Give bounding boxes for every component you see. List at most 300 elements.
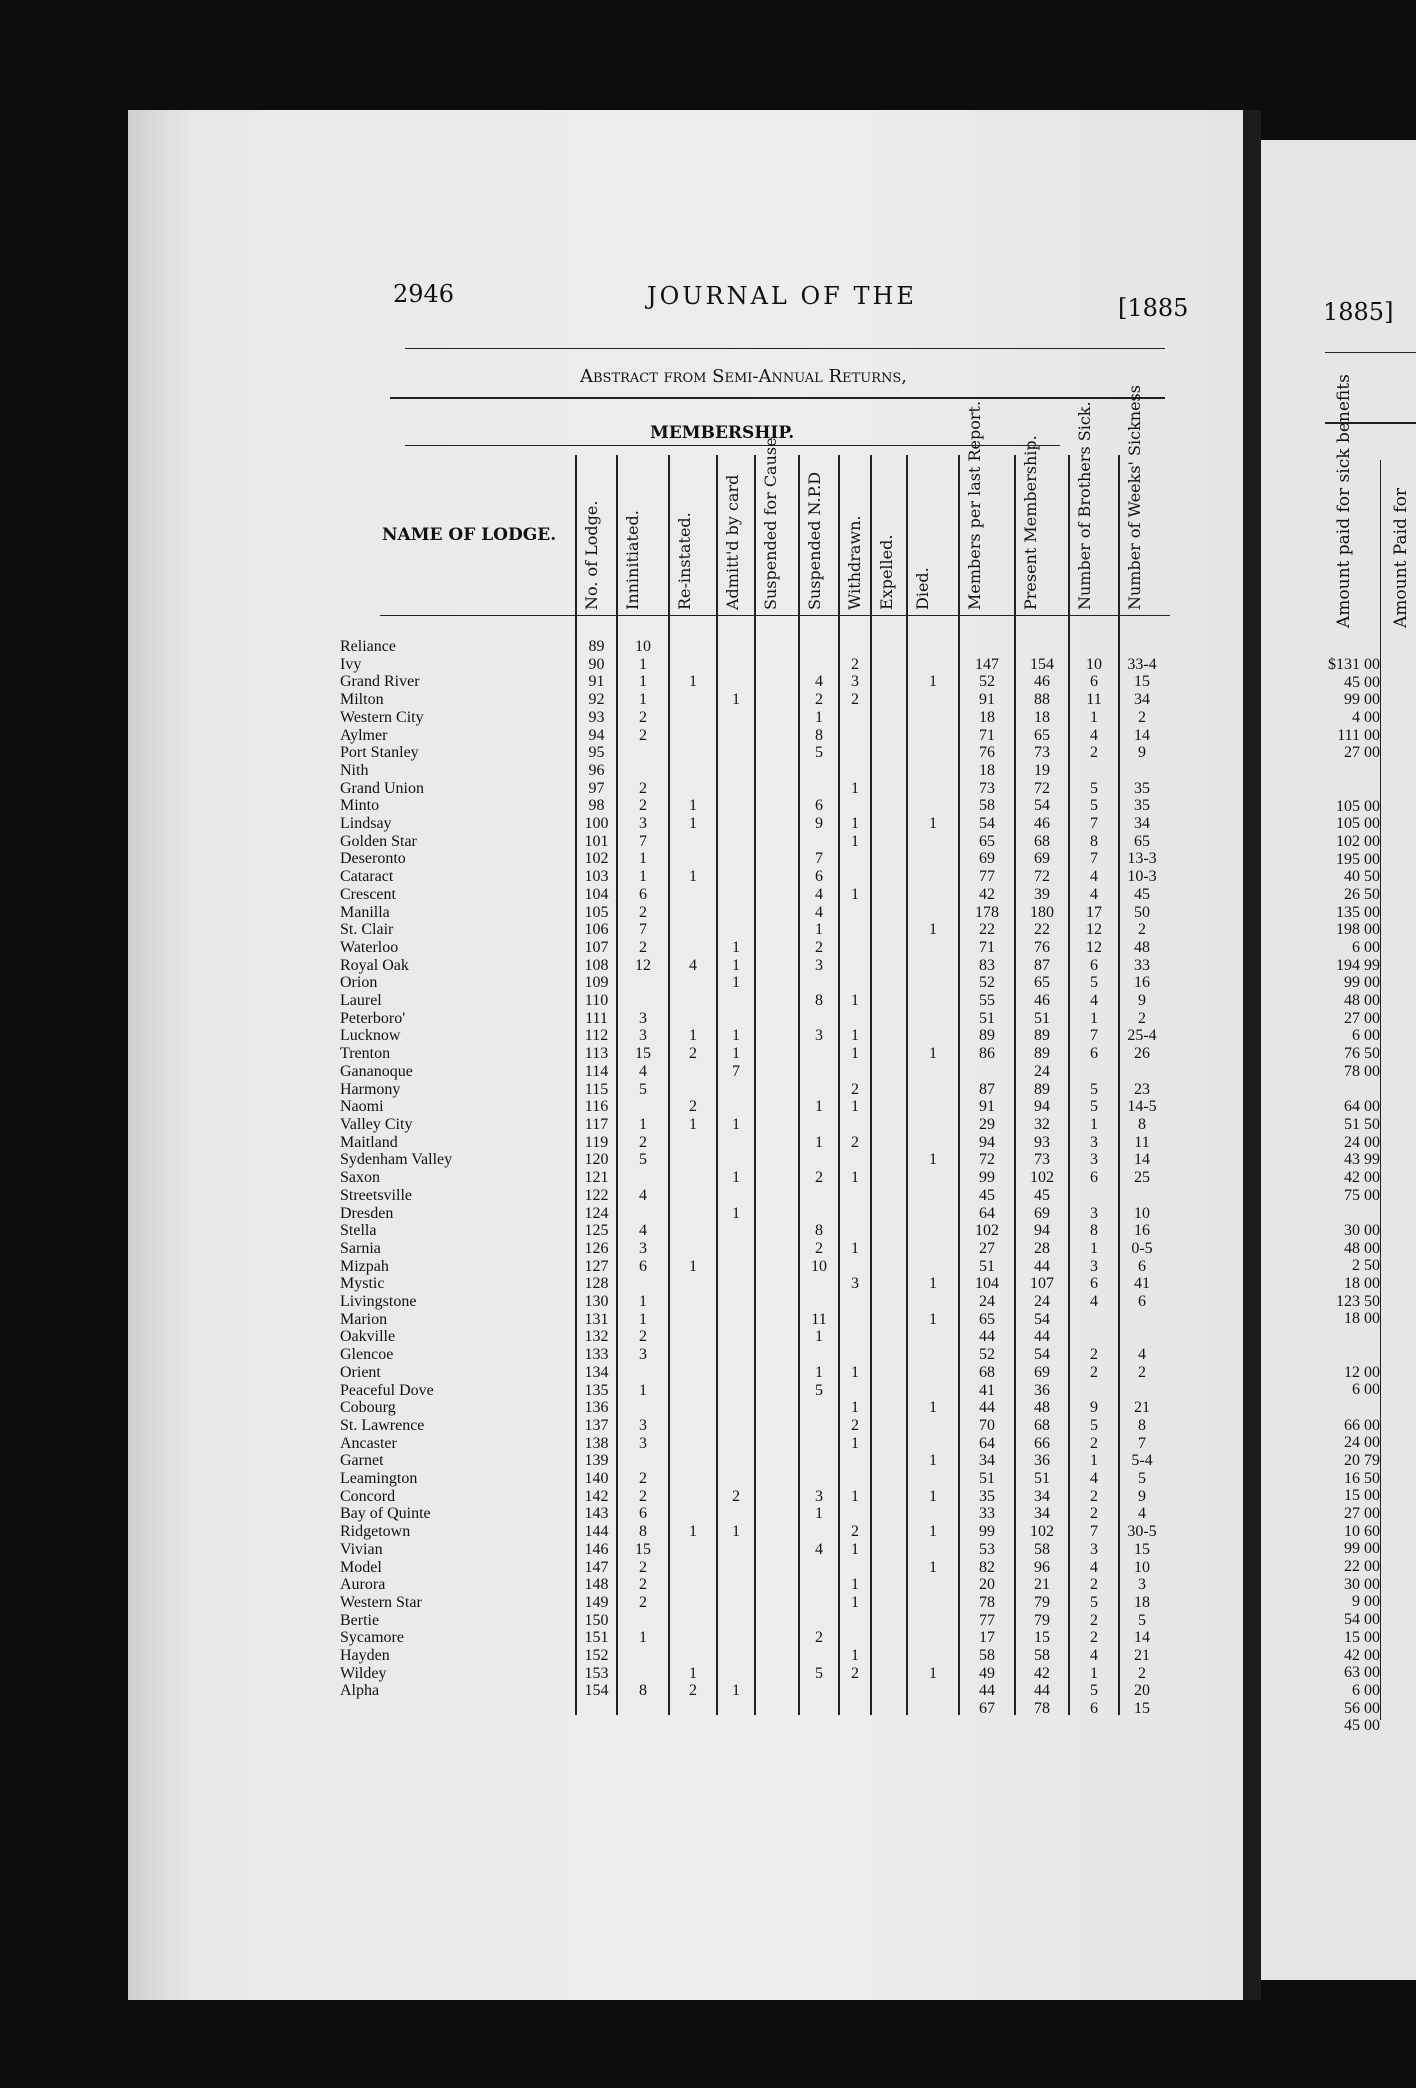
cell-died (907, 691, 959, 709)
table-row (340, 1081, 1165, 1099)
cell-inninitiated (617, 1275, 669, 1293)
facing-amount: 24 00 (1344, 1434, 1380, 1452)
cell-died (907, 1205, 959, 1223)
cell-admitt-d-by-card: 1 (732, 974, 740, 992)
cell-members-per-last-report: 54 (979, 815, 995, 833)
cell-no-of-lodge: 132 (584, 1328, 609, 1346)
cell-no-of-lodge: 111 (585, 1009, 608, 1027)
cell-admitt-d-by-card: 1 (732, 1204, 740, 1222)
cell-expelled (871, 1682, 907, 1700)
cell-admitt-d-by-card (717, 1399, 755, 1417)
cell-admitt-d-by-card (717, 833, 755, 851)
cell-present-membership: 65 (1034, 974, 1050, 992)
cell-suspended-n-p-d: 1 (815, 708, 823, 726)
cell-members-per-last-report: 70 (979, 1416, 995, 1434)
cell-expelled (871, 1205, 907, 1223)
facing-amount: 22 00 (1344, 1558, 1380, 1576)
table-row (340, 815, 1165, 833)
cell-number-of-weeks-sickness: 2 (1138, 708, 1146, 726)
column-header-8: Expelled. (877, 534, 896, 610)
cell-re-instated (669, 1452, 717, 1470)
cell-died (907, 1364, 959, 1382)
cell-present-membership: 88 (1034, 691, 1050, 709)
cell-admitt-d-by-card (717, 709, 755, 727)
cell-members-per-last-report: 89 (979, 1027, 995, 1045)
cell-withdrawn (839, 974, 871, 992)
cell-suspended-n-p-d: 5 (815, 1664, 823, 1682)
cell-present-membership: 22 (1034, 921, 1050, 939)
cell-died: 1 (929, 1045, 937, 1063)
cell-number-of-weeks-sickness: 15 (1134, 673, 1150, 691)
cell-number-of-weeks-sickness: 8 (1138, 1115, 1146, 1133)
cell-suspended-n-p-d (799, 1417, 839, 1435)
cell-suspended-n-p-d: 2 (815, 1629, 823, 1647)
cell-withdrawn: 1 (851, 1434, 859, 1452)
cell-died (907, 1027, 959, 1045)
cell-suspended-n-p-d: 2 (815, 1239, 823, 1257)
lodge-name: Mizpah (340, 1257, 389, 1275)
cell-number-of-brothers-sick: 1 (1090, 1115, 1098, 1133)
cell-no-of-lodge: 148 (584, 1576, 609, 1594)
table-row (340, 992, 1165, 1010)
cell-number-of-weeks-sickness: 10-3 (1127, 868, 1157, 886)
cell-inninitiated: 2 (639, 1576, 647, 1594)
cell-no-of-lodge: 98 (588, 797, 605, 815)
cell-suspended-for-cause (755, 1275, 799, 1293)
column-header-10: Members per last Report. (965, 400, 984, 610)
cell-number-of-weeks-sickness: 3 (1138, 1576, 1146, 1594)
facing-amount: 18 00 (1344, 1275, 1380, 1293)
cell-expelled (871, 744, 907, 762)
facing-amount: 194 99 (1336, 956, 1380, 974)
table-row (340, 1435, 1165, 1453)
cell-present-membership: 154 (1030, 655, 1054, 673)
cell-inninitiated: 3 (639, 1416, 647, 1434)
cell-expelled (871, 921, 907, 939)
cell-expelled (871, 691, 907, 709)
cell-inninitiated: 3 (639, 1239, 647, 1257)
cell-expelled (871, 1063, 907, 1081)
lodge-name: Golden Star (340, 832, 417, 850)
cell-died (907, 1063, 959, 1081)
table-row (340, 762, 1165, 780)
cell-number-of-brothers-sick: 5 (1090, 1416, 1098, 1434)
cell-present-membership: 93 (1034, 1133, 1050, 1151)
cell-no-of-lodge: 117 (584, 1115, 609, 1133)
cell-number-of-brothers-sick: 4 (1090, 868, 1098, 886)
cell-number-of-weeks-sickness: 34 (1134, 691, 1150, 709)
cell-re-instated (669, 1275, 717, 1293)
cell-suspended-for-cause (755, 1629, 799, 1647)
cell-suspended-n-p-d: 8 (815, 1222, 823, 1240)
cell-suspended-n-p-d (799, 1452, 839, 1470)
table-row (340, 1682, 1165, 1700)
cell-re-instated (669, 1293, 717, 1311)
facing-amount: 10 60 (1344, 1522, 1380, 1540)
cell-number-of-weeks-sickness: 14 (1134, 726, 1150, 744)
column-header-9: Died. (913, 567, 932, 610)
cell-withdrawn: 1 (851, 1363, 859, 1381)
cell-inninitiated: 1 (639, 1310, 647, 1328)
lodge-name: Sydenham Valley (340, 1151, 453, 1169)
cell-no-of-lodge: 150 (584, 1611, 609, 1629)
cell-no-of-lodge: 90 (588, 655, 605, 673)
table-row (340, 904, 1165, 922)
cell-inninitiated: 2 (639, 1133, 647, 1151)
cell-suspended-n-p-d (799, 974, 839, 992)
cell-number-of-brothers-sick (1069, 1187, 1119, 1205)
cell-inninitiated: 3 (639, 1027, 647, 1045)
cell-admitt-d-by-card (717, 1452, 755, 1470)
cell-re-instated: 1 (689, 1027, 697, 1045)
cell-re-instated (669, 1364, 717, 1382)
lodge-name: Cataract (340, 868, 394, 886)
cell-withdrawn: 1 (851, 1540, 859, 1558)
cell-present-membership: 94 (1034, 1098, 1050, 1116)
cell-withdrawn: 1 (851, 1593, 859, 1611)
table-row (340, 1417, 1165, 1435)
cell-admitt-d-by-card (717, 1541, 755, 1559)
cell-admitt-d-by-card (717, 762, 755, 780)
cell-no-of-lodge: 149 (584, 1593, 609, 1611)
table-row (340, 656, 1165, 674)
cell-suspended-n-p-d (799, 780, 839, 798)
cell-expelled (871, 868, 907, 886)
cell-suspended-for-cause (755, 1293, 799, 1311)
cell-inninitiated: 1 (639, 1293, 647, 1311)
cell-number-of-weeks-sickness: 2 (1138, 1009, 1146, 1027)
facing-amount (1318, 762, 1380, 780)
table-row (340, 1187, 1165, 1205)
cell-number-of-weeks-sickness: 23 (1134, 1080, 1150, 1098)
cell-suspended-for-cause (755, 1417, 799, 1435)
cell-expelled (871, 1470, 907, 1488)
cell-inninitiated: 1 (639, 691, 647, 709)
cell-suspended-n-p-d: 2 (815, 1169, 823, 1187)
cell-inninitiated: 1 (639, 850, 647, 868)
cell-admitt-d-by-card (717, 1258, 755, 1276)
cell-withdrawn: 1 (851, 1487, 859, 1505)
cell-inninitiated: 6 (639, 1505, 647, 1523)
cell-present-membership: 180 (1030, 903, 1054, 921)
cell-re-instated (669, 1576, 717, 1594)
cell-members-per-last-report: 94 (979, 1133, 995, 1151)
cell-died (907, 833, 959, 851)
cell-admitt-d-by-card (717, 638, 755, 656)
cell-members-per-last-report: 65 (979, 1310, 995, 1328)
cell-re-instated: 1 (689, 1664, 697, 1682)
cell-re-instated (669, 1541, 717, 1559)
cell-present-membership: 28 (1034, 1239, 1050, 1257)
cell-present-membership: 19 (1034, 761, 1050, 779)
table-row (340, 921, 1165, 939)
cell-withdrawn (839, 921, 871, 939)
cell-present-membership: 44 (1034, 1257, 1050, 1275)
cell-number-of-weeks-sickness: 9 (1138, 1487, 1146, 1505)
cell-number-of-brothers-sick: 3 (1090, 1257, 1098, 1275)
cell-number-of-weeks-sickness: 21 (1134, 1399, 1150, 1417)
cell-number-of-brothers-sick: 2 (1090, 1505, 1098, 1523)
table-row (340, 1612, 1165, 1630)
facing-amount: 43 99 (1344, 1151, 1380, 1169)
cell-expelled (871, 1523, 907, 1541)
cell-present-membership: 36 (1034, 1452, 1050, 1470)
cell-inninitiated: 2 (639, 1558, 647, 1576)
cell-no-of-lodge: 108 (584, 956, 609, 974)
cell-number-of-brothers-sick: 1 (1090, 1452, 1098, 1470)
cell-expelled (871, 1700, 907, 1718)
cell-admitt-d-by-card (717, 1151, 755, 1169)
table-row (340, 1275, 1165, 1293)
cell-no-of-lodge: 107 (584, 938, 609, 956)
cell-members-per-last-report: 65 (979, 832, 995, 850)
cell-no-of-lodge: 121 (584, 1169, 609, 1187)
cell-number-of-weeks-sickness: 33-4 (1127, 655, 1157, 673)
cell-died (907, 1258, 959, 1276)
cell-suspended-for-cause (755, 974, 799, 992)
cell-members-per-last-report: 42 (979, 885, 995, 903)
cell-members-per-last-report: 44 (979, 1399, 995, 1417)
cell-members-per-last-report: 99 (979, 1169, 995, 1187)
cell-suspended-for-cause (755, 886, 799, 904)
cell-admitt-d-by-card (717, 1576, 755, 1594)
cell-admitt-d-by-card: 1 (732, 956, 740, 974)
cell-inninitiated: 8 (639, 1523, 647, 1541)
table-row (340, 1293, 1165, 1311)
cell-suspended-n-p-d: 4 (815, 885, 823, 903)
facing-amount-column (1318, 656, 1380, 1735)
cell-no-of-lodge: 146 (584, 1540, 609, 1558)
cell-members-per-last-report: 20 (979, 1576, 995, 1594)
lodge-name: Laurel (340, 992, 382, 1010)
cell-suspended-for-cause (755, 957, 799, 975)
cell-suspended-n-p-d (799, 1293, 839, 1311)
lodge-name: Glencoe (340, 1346, 394, 1364)
cell-present-membership: 89 (1034, 1027, 1050, 1045)
cell-re-instated (669, 974, 717, 992)
cell-suspended-for-cause (755, 815, 799, 833)
cell-members-per-last-report: 58 (979, 797, 995, 815)
cell-number-of-brothers-sick: 6 (1090, 1700, 1098, 1718)
cell-withdrawn (839, 868, 871, 886)
cell-expelled (871, 656, 907, 674)
cell-inninitiated (617, 1205, 669, 1223)
column-header-7: Withdrawn. (845, 515, 864, 610)
page-year: [1885 (1118, 294, 1189, 322)
facing-amount: 66 00 (1344, 1416, 1380, 1434)
lodge-name: Crescent (340, 885, 396, 903)
cell-admitt-d-by-card (717, 1311, 755, 1329)
cell-present-membership: 48 (1034, 1399, 1050, 1417)
cell-died: 1 (929, 1399, 937, 1417)
cell-withdrawn (839, 762, 871, 780)
cell-died: 1 (929, 815, 937, 833)
cell-suspended-for-cause (755, 673, 799, 691)
cell-expelled (871, 1293, 907, 1311)
cell-members-per-last-report: 178 (975, 903, 999, 921)
cell-died: 1 (929, 1523, 937, 1541)
cell-died: 1 (929, 1275, 937, 1293)
table-row (340, 1629, 1165, 1647)
cell-re-instated (669, 1700, 717, 1718)
cell-number-of-weeks-sickness: 5 (1138, 1470, 1146, 1488)
cell-members-per-last-report: 91 (979, 691, 995, 709)
facing-amount: 42 00 (1344, 1646, 1380, 1664)
cell-number-of-brothers-sick: 4 (1090, 1647, 1098, 1665)
table-row (340, 1470, 1165, 1488)
cell-suspended-n-p-d (799, 1187, 839, 1205)
cell-suspended-for-cause (755, 1559, 799, 1577)
cell-number-of-weeks-sickness: 26 (1134, 1045, 1150, 1063)
cell-no-of-lodge: 104 (584, 885, 609, 903)
cell-present-membership: 107 (1030, 1275, 1054, 1293)
cell-died (907, 1187, 959, 1205)
cell-inninitiated: 6 (639, 1257, 647, 1275)
cell-present-membership: 54 (1034, 797, 1050, 815)
lodge-name: Sycamore (340, 1629, 404, 1647)
table-row (340, 1382, 1165, 1400)
facing-amount: 54 00 (1344, 1611, 1380, 1629)
cell-admitt-d-by-card (717, 1010, 755, 1028)
cell-present-membership: 46 (1034, 992, 1050, 1010)
cell-died (907, 1700, 959, 1718)
cell-members-per-last-report: 41 (979, 1381, 995, 1399)
cell-expelled (871, 1187, 907, 1205)
facing-amount: 195 00 (1336, 850, 1380, 868)
cell-number-of-weeks-sickness: 50 (1134, 903, 1150, 921)
cell-withdrawn: 1 (851, 1098, 859, 1116)
cell-number-of-brothers-sick: 2 (1090, 1434, 1098, 1452)
cell-inninitiated: 4 (639, 1222, 647, 1240)
cell-died (907, 1328, 959, 1346)
cell-number-of-weeks-sickness: 10 (1134, 1204, 1150, 1222)
lodge-name: Nith (340, 761, 369, 779)
cell-suspended-for-cause (755, 1205, 799, 1223)
cell-admitt-d-by-card (717, 1081, 755, 1099)
cell-suspended-for-cause (755, 1098, 799, 1116)
cell-suspended-n-p-d (799, 1116, 839, 1134)
cell-expelled (871, 1435, 907, 1453)
cell-re-instated (669, 1151, 717, 1169)
facing-amount (1318, 1399, 1380, 1417)
cell-admitt-d-by-card: 1 (732, 938, 740, 956)
cell-expelled (871, 1629, 907, 1647)
cell-present-membership: 73 (1034, 744, 1050, 762)
cell-admitt-d-by-card (717, 1134, 755, 1152)
cell-suspended-for-cause (755, 1222, 799, 1240)
cell-re-instated (669, 1470, 717, 1488)
facing-amount: 27 00 (1344, 1505, 1380, 1522)
cell-inninitiated (617, 1399, 669, 1417)
cell-number-of-brothers-sick: 4 (1090, 885, 1098, 903)
cell-number-of-brothers-sick: 5 (1090, 1593, 1098, 1611)
cell-withdrawn: 1 (851, 1647, 859, 1665)
cell-suspended-n-p-d (799, 1045, 839, 1063)
cell-re-instated: 1 (689, 1115, 697, 1133)
cell-number-of-weeks-sickness: 9 (1138, 992, 1146, 1010)
cell-withdrawn (839, 1612, 871, 1630)
cell-suspended-n-p-d (799, 1576, 839, 1594)
cell-suspended-for-cause (755, 1612, 799, 1630)
cell-withdrawn (839, 1258, 871, 1276)
cell-number-of-weeks-sickness: 5-4 (1131, 1452, 1153, 1470)
cell-admitt-d-by-card (717, 1240, 755, 1258)
page-title: JOURNAL OF THE (647, 282, 917, 310)
column-header-6: Suspended N.P.D (805, 471, 824, 610)
cell-suspended-for-cause (755, 1541, 799, 1559)
cell-members-per-last-report: 27 (979, 1239, 995, 1257)
cell-members-per-last-report: 29 (979, 1115, 995, 1133)
cell-died (907, 780, 959, 798)
cell-suspended-for-cause (755, 850, 799, 868)
cell-suspended-n-p-d: 9 (815, 815, 823, 833)
cell-no-of-lodge: 96 (588, 761, 605, 779)
table-row (340, 727, 1165, 745)
cell-number-of-weeks-sickness: 14 (1134, 1151, 1150, 1169)
cell-inninitiated: 1 (639, 655, 647, 673)
cell-no-of-lodge: 94 (588, 726, 605, 744)
cell-number-of-brothers-sick: 5 (1090, 797, 1098, 815)
cell-suspended-n-p-d (799, 1346, 839, 1364)
cell-members-per-last-report: 78 (979, 1593, 995, 1611)
cell-re-instated (669, 709, 717, 727)
cell-expelled (871, 1027, 907, 1045)
cell-members-per-last-report: 51 (979, 1257, 995, 1275)
table-row (340, 1594, 1165, 1612)
cell-present-membership: 54 (1034, 1346, 1050, 1364)
cell-present-membership: 69 (1034, 1363, 1050, 1381)
cell-re-instated (669, 656, 717, 674)
cell-number-of-brothers-sick: 7 (1090, 815, 1098, 833)
cell-died: 1 (929, 1310, 937, 1328)
cell-members-per-last-report: 18 (979, 708, 995, 726)
cell-expelled (871, 1240, 907, 1258)
cell-re-instated (669, 1629, 717, 1647)
cell-suspended-n-p-d (799, 1081, 839, 1099)
cell-present-membership: 51 (1034, 1009, 1050, 1027)
cell-withdrawn: 1 (851, 815, 859, 833)
cell-suspended-n-p-d (799, 1399, 839, 1417)
cell-suspended-for-cause (755, 833, 799, 851)
cell-died: 1 (929, 1487, 937, 1505)
cell-inninitiated: 1 (639, 673, 647, 691)
cell-died (907, 638, 959, 656)
cell-withdrawn: 2 (851, 1664, 859, 1682)
cell-no-of-lodge: 147 (584, 1558, 609, 1576)
cell-suspended-n-p-d: 11 (811, 1310, 827, 1328)
cell-withdrawn (839, 709, 871, 727)
cell-members-per-last-report: 73 (979, 779, 995, 797)
cell-expelled (871, 1647, 907, 1665)
cell-present-membership: 79 (1034, 1611, 1050, 1629)
cell-withdrawn: 1 (851, 832, 859, 850)
cell-no-of-lodge: 139 (584, 1452, 609, 1470)
facing-amount: 9 00 (1352, 1593, 1380, 1611)
cell-number-of-weeks-sickness: 2 (1138, 1664, 1146, 1682)
cell-re-instated: 1 (689, 815, 697, 833)
lodge-name: Oakville (340, 1328, 396, 1346)
table-row (340, 1576, 1165, 1594)
cell-admitt-d-by-card (717, 1417, 755, 1435)
header-bottom-rule (380, 615, 1170, 616)
cell-re-instated (669, 1063, 717, 1081)
lodge-name: Vivian (340, 1540, 383, 1558)
column-header-1: No. of Lodge. (582, 500, 601, 610)
lodge-name (340, 1700, 576, 1718)
cell-no-of-lodge: 106 (584, 921, 609, 939)
cell-suspended-n-p-d (799, 656, 839, 674)
cell-suspended-n-p-d (799, 1682, 839, 1700)
